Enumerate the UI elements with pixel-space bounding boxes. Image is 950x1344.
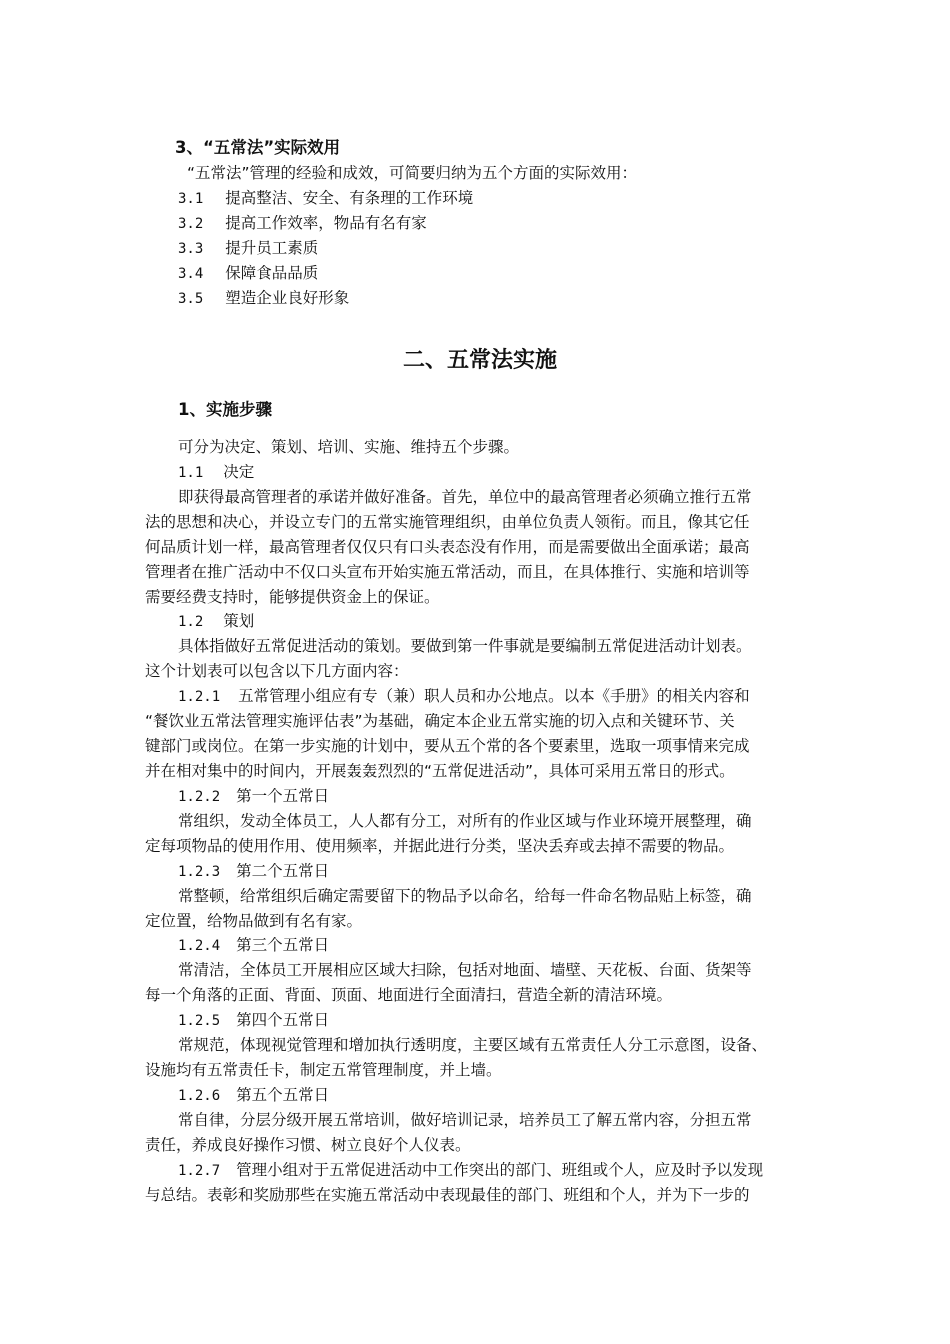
step-number: 1.2.5: [178, 1013, 221, 1029]
paragraph-line: 管理者在推广活动中不仅口头宣布开始实施五常活动，而且，在具体推行、实施和培训等: [145, 563, 750, 581]
list-item: [178, 238, 318, 259]
item-text: 保障食品品质: [225, 264, 319, 282]
step-title: 第三个五常日: [236, 936, 330, 954]
list-item: [178, 213, 427, 234]
paragraph-line: 管理小组对于五常促进活动中工作突出的部门、班组或个人，应及时予以发现: [236, 1161, 764, 1179]
item-text: 提升员工素质: [225, 239, 319, 257]
paragraph-line: 常组织，发动全体员工，人人都有分工，对所有的作业区域与作业环境开展整理，确: [178, 812, 752, 830]
item-text: 提高工作效率，物品有名有家: [225, 214, 427, 232]
paragraph-line: 常清洁，全体员工开展相应区域大扫除，包括对地面、墙壁、天花板、台面、货架等: [178, 961, 752, 979]
paragraph-line: 每一个角落的正面、背面、顶面、地面进行全面清扫，营造全新的清洁环境。: [145, 986, 673, 1004]
section-3-intro: “五常法”管理的经验和成效，可简要归纳为五个方面的实际效用：: [187, 164, 638, 182]
step-title: 策划: [223, 612, 255, 630]
paragraph-line: 常规范，体现视觉管理和增加执行透明度，主要区域有五常责任人分工示意图，设备、: [178, 1036, 768, 1054]
step-heading: [178, 686, 750, 707]
step-number: 1.2.6: [178, 1088, 221, 1104]
paragraph-line: 并在相对集中的时间内，开展轰轰烈烈的“五常促进活动”，具体可采用五常日的形式。: [145, 762, 735, 780]
list-item: [178, 288, 349, 309]
step-title: 第五个五常日: [236, 1086, 330, 1104]
step-title: 第二个五常日: [236, 862, 330, 880]
paragraph-line: 需要经费支持时，能够提供资金上的保证。: [145, 588, 440, 606]
paragraph-line: 常自律，分层分级开展五常培训，做好培训记录，培养员工了解五常内容，分担五常: [178, 1111, 752, 1129]
step-heading: [178, 786, 329, 807]
step-title: 第四个五常日: [236, 1011, 330, 1029]
paragraph-line: 定每项物品的使用作用、使用频率，并据此进行分类，坚决丢弃或去掉不需要的物品。: [145, 837, 735, 855]
paragraph-line: 这个计划表可以包含以下几方面内容：: [145, 662, 409, 680]
step-number: 1.2.7: [178, 1163, 221, 1179]
item-number: 3.3: [178, 241, 204, 257]
step-number: 1.2.2: [178, 789, 221, 805]
item-text: 塑造企业良好形象: [225, 289, 350, 307]
step-heading: [178, 462, 254, 483]
step-heading: [178, 1085, 329, 1106]
step-number: 1.2: [178, 614, 204, 630]
step-number: 1.2.1: [178, 689, 221, 705]
paragraph-line: “餐饮业五常法管理实施评估表”为基础，确定本企业五常实施的切入点和关键环节、关: [145, 712, 735, 730]
step-number: 1.1: [178, 465, 204, 481]
paragraph-line: 即获得最高管理者的承诺并做好准备。首先，单位中的最高管理者必须确立推行五常: [178, 488, 752, 506]
step-title: 决定: [223, 463, 255, 481]
paragraph-line: 五常管理小组应有专（兼）职人员和办公地点。以本《手册》的相关内容和: [238, 687, 750, 705]
step-heading: [178, 1010, 329, 1031]
paragraph-line: 法的思想和决心，并设立专门的五常实施管理组织，由单位负责人领衔。而且，像其它任: [145, 513, 750, 531]
paragraph-line: 何品质计划一样，最高管理者仅仅只有口头表态没有作用，而是需要做出全面承诺；最高: [145, 538, 750, 556]
paragraph-line: 责任，养成良好操作习惯、树立良好个人仪表。: [145, 1136, 471, 1154]
list-item: [178, 188, 473, 209]
step-heading: [178, 935, 329, 956]
item-number: 3.5: [178, 291, 204, 307]
step-heading: [178, 861, 329, 882]
item-number: 3.2: [178, 216, 204, 232]
list-item: [178, 263, 318, 284]
step-heading: [178, 611, 254, 632]
subsection-heading: 1、实施步骤: [178, 400, 272, 419]
subsection-intro: 可分为决定、策划、培训、实施、维持五个步骤。: [178, 438, 520, 456]
step-number: 1.2.3: [178, 864, 221, 880]
paragraph-line: 常整顿，给常组织后确定需要留下的物品予以命名，给每一件命名物品贴上标签，确: [178, 887, 752, 905]
paragraph-line: 定位置，给物品做到有名有家。: [145, 912, 363, 930]
step-heading: [178, 1160, 763, 1181]
item-number: 3.4: [178, 266, 204, 282]
paragraph-line: 键部门或岗位。在第一步实施的计划中，要从五个常的各个要素里，选取一项事情来完成: [145, 737, 750, 755]
paragraph-line: 设施均有五常责任卡，制定五常管理制度，并上墙。: [145, 1061, 502, 1079]
step-number: 1.2.4: [178, 938, 221, 954]
step-title: 第一个五常日: [236, 787, 330, 805]
section-3-heading: 3、“五常法”实际效用: [175, 138, 341, 157]
chapter-title: 二、五常法实施: [402, 348, 557, 373]
paragraph-line: 具体指做好五常促进活动的策划。要做到第一件事就是要编制五常促进活动计划表。: [178, 637, 752, 655]
item-number: 3.1: [178, 191, 204, 207]
paragraph-line: 与总结。表彰和奖励那些在实施五常活动中表现最佳的部门、班组和个人，并为下一步的: [145, 1186, 750, 1204]
item-text: 提高整洁、安全、有条理的工作环境: [225, 189, 474, 207]
